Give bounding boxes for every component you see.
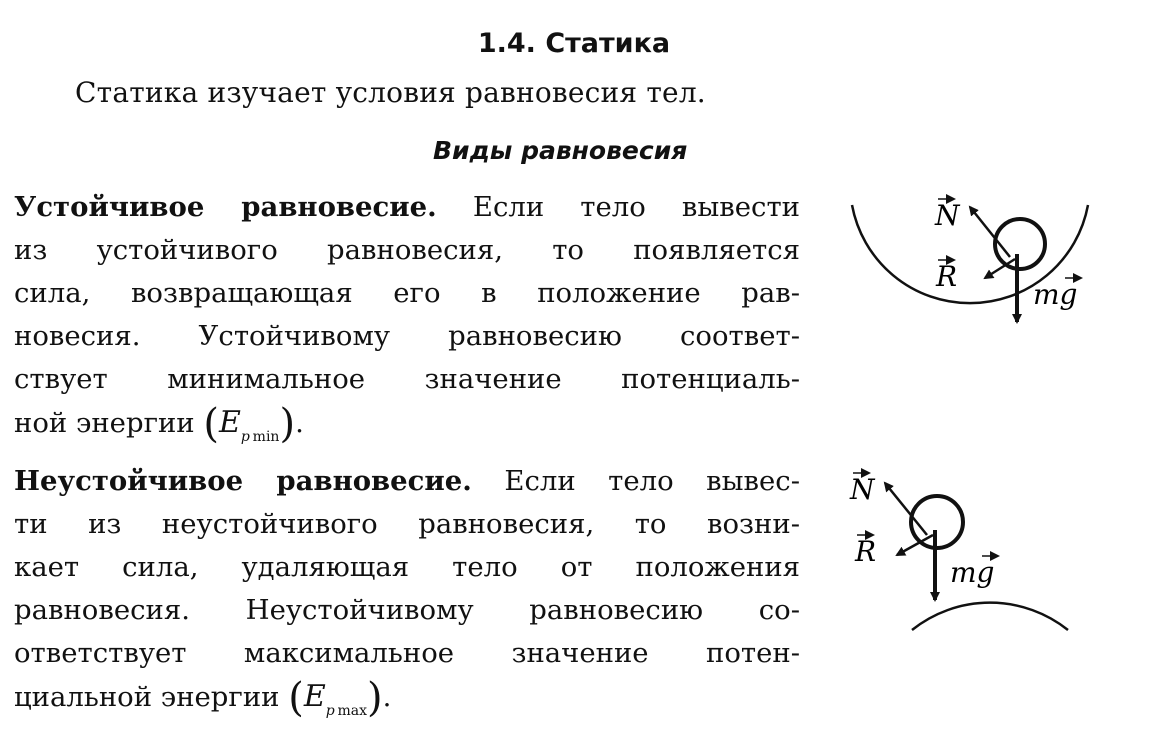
label-R	[854, 535, 876, 568]
stable-line-4: новесия. Устойчивому равновесию соответ-	[14, 320, 800, 352]
label-N	[934, 199, 961, 232]
stable-heading: Устойчивое равновесие.	[14, 191, 437, 223]
stable-line-3: сила, возвращающая его в положение рав-	[14, 277, 800, 309]
label-mg	[950, 556, 998, 589]
svg-text:mg: mg	[950, 556, 995, 589]
stable-line-1: Если тело вывести	[472, 191, 801, 223]
label-mg	[1033, 278, 1081, 311]
unstable-line-4: равновесия. Неустойчивому равновесию со-	[14, 594, 800, 626]
section-title: 1.4. Статика	[477, 28, 671, 59]
unstable-line-5: ответствует максимальное значение потен-	[14, 637, 800, 669]
unstable-equilibrium-paragraph: Неустойчивое равновесие. Если тело вывес- ти из неустойчивого равновесия, то возни- кает сила, удаляющая тело от положения равновесия. Неустойчивому равновесию со- ответствует максимальное значение потен- циальной энергии $(E_{p max})$.	[14, 465, 800, 721]
subtitle: Виды равновесия	[433, 136, 688, 165]
svg-text:R: R	[855, 535, 877, 568]
unstable-line-6: циальной энергии	[14, 681, 280, 713]
svg-text:mg: mg	[1033, 278, 1078, 311]
stable-line-2: из устойчивого равновесия, то появляется	[14, 234, 800, 266]
stable-line-6: ной энергии	[14, 407, 195, 439]
stable-equilibrium-figure	[830, 175, 1120, 335]
unstable-line-3: кает сила, удаляющая тело от положения	[14, 551, 800, 583]
label-N	[849, 473, 876, 506]
stable-equilibrium-paragraph: Устойчивое равновесие. Если тело вывести из устойчивого равновесия, то появляется сила, возвращающая его в положение рав- новесия. Устойчивому равновесию соответ- ствует минимальное значение потенциаль- ной энергии $(E_{p min})$.	[14, 191, 801, 447]
hill-arc	[912, 603, 1068, 630]
stable-formula: $(E_{p min})$	[203, 401, 296, 447]
unstable-equilibrium-figure	[830, 455, 1120, 635]
unstable-line-1: Если тело вывес-	[504, 465, 800, 497]
stable-line-5: ствует минимальное значение потенциаль-	[14, 363, 800, 395]
svg-text:R: R	[936, 260, 958, 293]
unstable-heading: Неустойчивое равновесие.	[14, 465, 472, 497]
unstable-line-2: ти из неустойчивого равновесия, то возни-	[14, 508, 800, 540]
intro-text: Статика изучает условия равновесия тел.	[75, 76, 706, 109]
unstable-formula: $(E_{p max})$	[288, 675, 383, 721]
label-R	[935, 260, 957, 293]
svg-text:N: N	[935, 199, 960, 232]
ball	[995, 219, 1045, 269]
svg-text:N: N	[850, 473, 875, 506]
